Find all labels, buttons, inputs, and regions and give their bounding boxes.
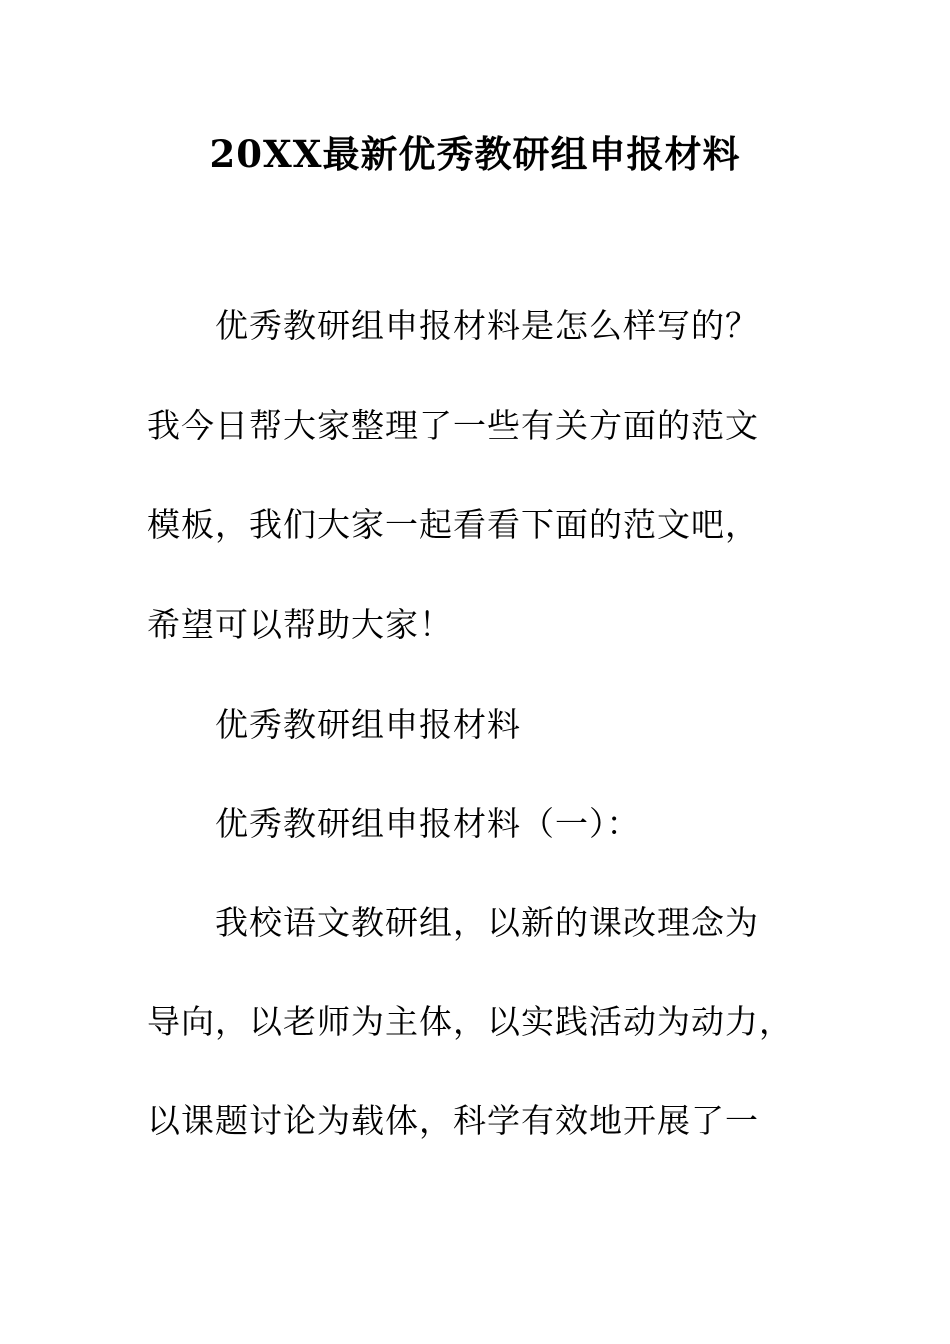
- paragraph-line: 希望可以帮助大家！: [147, 605, 453, 644]
- document-title: 20XX最新优秀教研组申报材料: [209, 132, 741, 176]
- paragraph-line: 模板，我们大家一起看看下面的范文吧，: [147, 505, 759, 544]
- paragraph-line: 优秀教研组申报材料是怎么样写的？: [215, 306, 759, 345]
- section-subheading: 优秀教研组申报材料（一）：: [215, 804, 641, 843]
- paragraph-line: 我今日帮大家整理了一些有关方面的范文: [147, 406, 759, 445]
- section-heading: 优秀教研组申报材料: [215, 705, 521, 744]
- paragraph-line: 导向，以老师为主体，以实践活动为动力，: [147, 1002, 793, 1041]
- paragraph-line: 我校语文教研组，以新的课改理念为: [215, 903, 759, 942]
- paragraph-line: 以课题讨论为载体，科学有效地开展了一: [147, 1101, 759, 1140]
